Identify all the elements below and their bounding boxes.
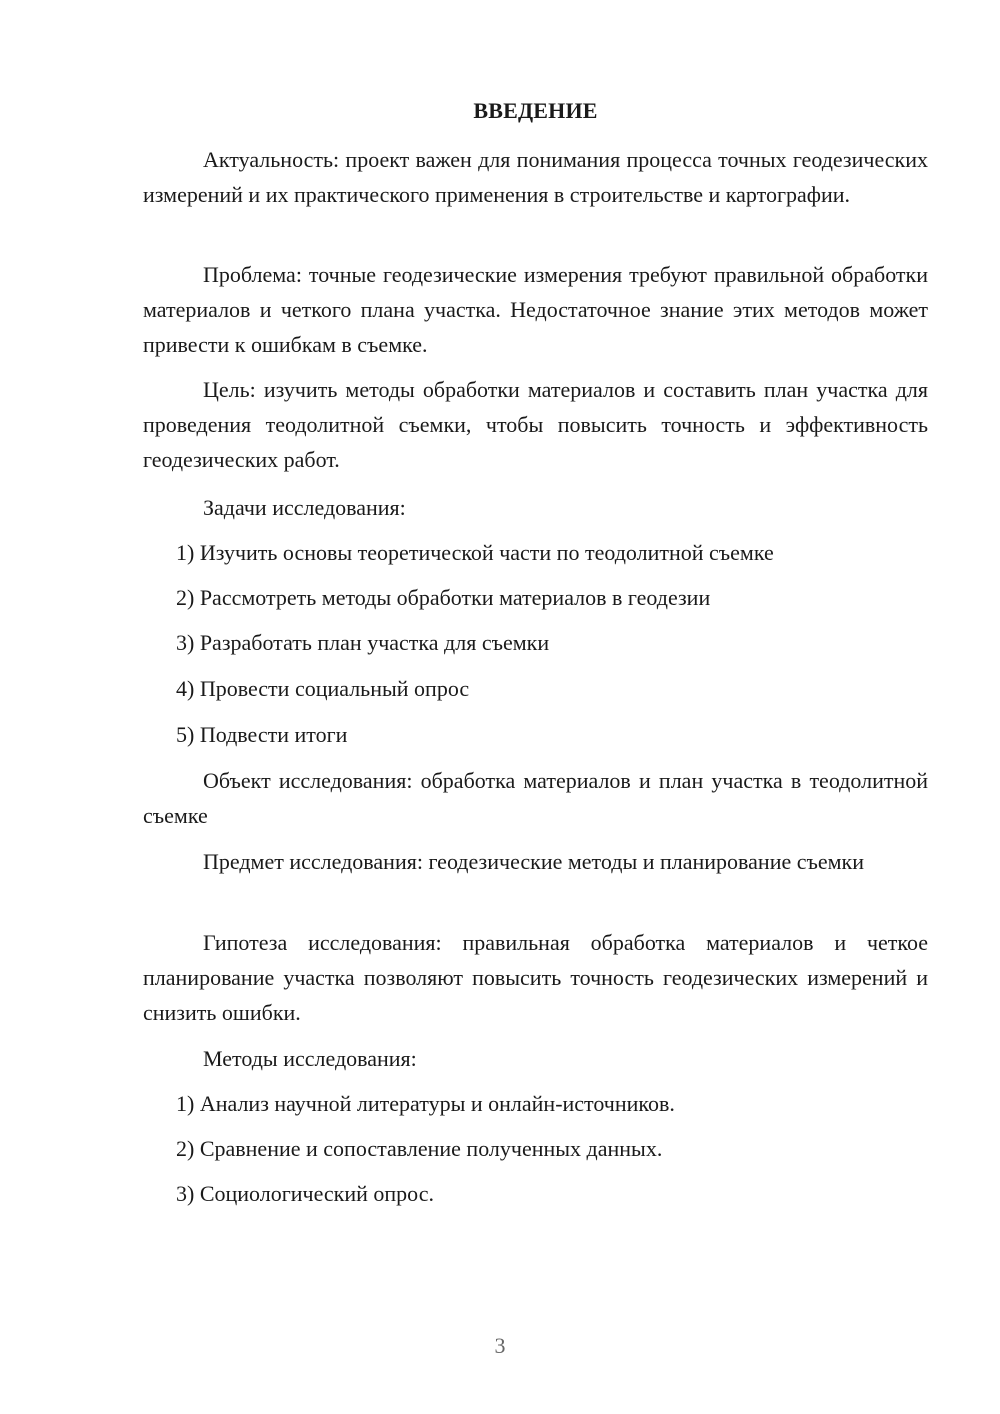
task-item: 2) Рассмотреть методы обработки материалов в геодезии xyxy=(176,585,711,610)
goal-paragraph: Цель: изучить методы обработки материалов и составить план участка для проведения теодолитной съемки, чтобы повысить точность и эффективность геодезических работ. xyxy=(143,377,928,472)
task-item: 3) Разработать план участка для съемки xyxy=(176,630,550,655)
hypothesis-paragraph: Гипотеза исследования: правильная обработка материалов и четкое планирование участка позволяют повысить точность геодезических измерений и снизить ошибки. xyxy=(143,930,928,1025)
task-item: 4) Провести социальный опрос xyxy=(176,676,470,701)
relevance-paragraph: Актуальность: проект важен для понимания процесса точных геодезических измерений и их практического применения в строительстве и картографии. xyxy=(143,147,928,207)
task-item: 5) Подвести итоги xyxy=(176,722,348,747)
method-item: 2) Сравнение и сопоставление полученных данных. xyxy=(176,1136,663,1161)
method-item: 1) Анализ научной литературы и онлайн-источников. xyxy=(176,1091,675,1116)
page-number: 3 xyxy=(494,1333,506,1358)
section-title: ВВЕДЕНИЕ xyxy=(473,98,598,123)
problem-paragraph: Проблема: точные геодезические измерения требуют правильной обработки материалов и четкого плана участка. Недостаточное знание этих методов может привести к ошибкам в съемке. xyxy=(143,262,928,357)
methods-heading: Методы исследования: xyxy=(203,1046,417,1071)
subject-paragraph: Предмет исследования: геодезические методы и планирование съемки xyxy=(203,849,865,874)
method-item: 3) Социологический опрос. xyxy=(176,1181,434,1206)
task-item: 1) Изучить основы теоретической части по теодолитной съемке xyxy=(176,540,774,565)
tasks-heading: Задачи исследования: xyxy=(203,495,406,520)
object-paragraph: Объект исследования: обработка материалов и план участка в теодолитной съемке xyxy=(143,768,928,828)
